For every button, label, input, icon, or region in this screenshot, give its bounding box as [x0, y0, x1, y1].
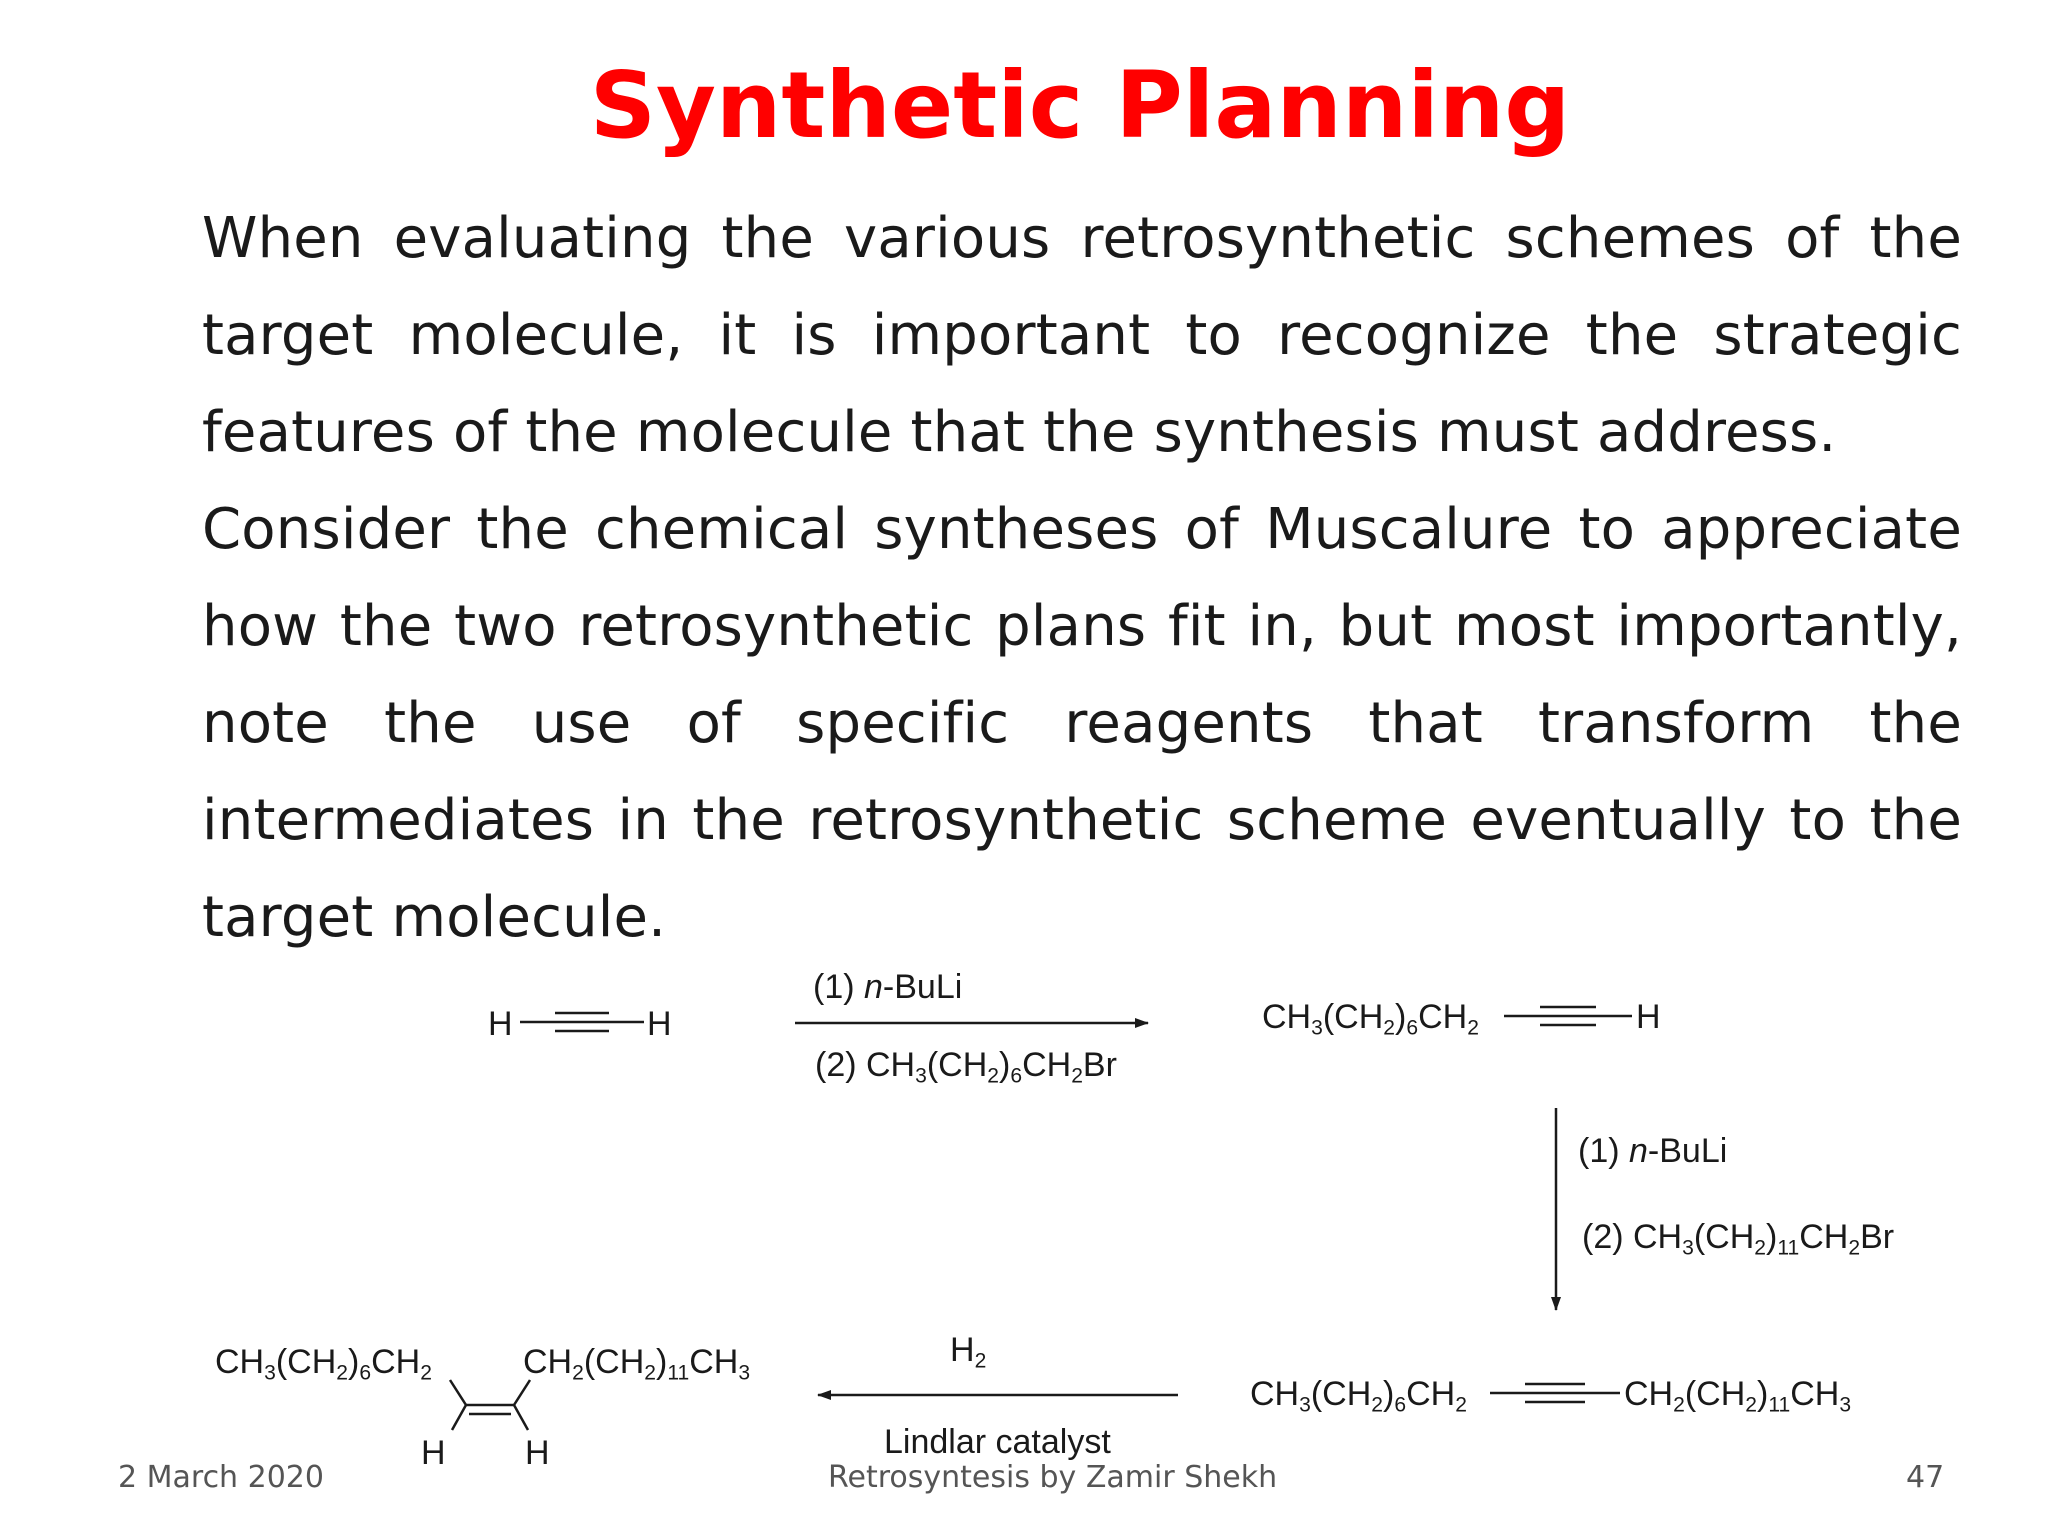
muscalure-right-chain: $CH_2(CH_2)_{11}CH_3$ — [523, 1343, 751, 1385]
paragraph-1: When evaluating the various retrosynthetic schemes of the target molecule, it is important to recognize the strategic features of the molecule that the synthesis must address. — [202, 206, 1962, 465]
product1-chain: $CH_3(CH_2)_6CH_2$ — [1262, 998, 1479, 1040]
step2-reagent-2: (2) $CH_3(CH_2)_{11}CH_2Br$ — [1582, 1218, 1895, 1260]
footer-title: Retrosyntesis by Zamir Shekh — [828, 1460, 1278, 1495]
muscalure-right-h: H — [525, 1434, 550, 1472]
step1-reagent-2: (2) $CH_3(CH_2)_6CH_2Br$ — [815, 1046, 1117, 1088]
step1-reagent-1: (1) n-BuLi — [813, 968, 963, 1006]
step3-reagent-h2: $H_2$ — [950, 1331, 987, 1373]
slide-title: Synthetic Planning — [589, 52, 1571, 159]
step3-reagent-lindlar: Lindlar catalyst — [884, 1423, 1111, 1461]
muscalure-left-chain: $CH_3(CH_2)_6CH_2$ — [215, 1343, 432, 1385]
muscalure-left-h: H — [421, 1434, 446, 1472]
acetylene-left-h: H — [488, 1005, 513, 1043]
product1-terminal-h: H — [1636, 998, 1661, 1036]
product2-left-chain: $CH_3(CH_2)_6CH_2$ — [1250, 1375, 1467, 1417]
paragraph-2: Consider the chemical syntheses of Muscalure to appreciate how the two retrosynthetic plans fit in, but most importantly, note the use of specific reagents that transform the intermediates in the retrosynthetic scheme eventually to the target molecule. — [202, 497, 1962, 950]
acetylene-triple-bond — [520, 1013, 644, 1031]
acetylene-right-h: H — [647, 1005, 672, 1043]
product2-triple-bond — [1490, 1384, 1620, 1402]
footer-page-number: 47 — [1906, 1460, 1945, 1495]
footer-date: 2 March 2020 — [118, 1460, 324, 1495]
cis-alkene-bonds — [450, 1380, 530, 1430]
step2-reagent-1: (1) n-BuLi — [1578, 1132, 1728, 1170]
product1-triple-bond — [1504, 1007, 1632, 1025]
product2-right-chain: $CH_2(CH_2)_{11}CH_3$ — [1624, 1375, 1852, 1417]
